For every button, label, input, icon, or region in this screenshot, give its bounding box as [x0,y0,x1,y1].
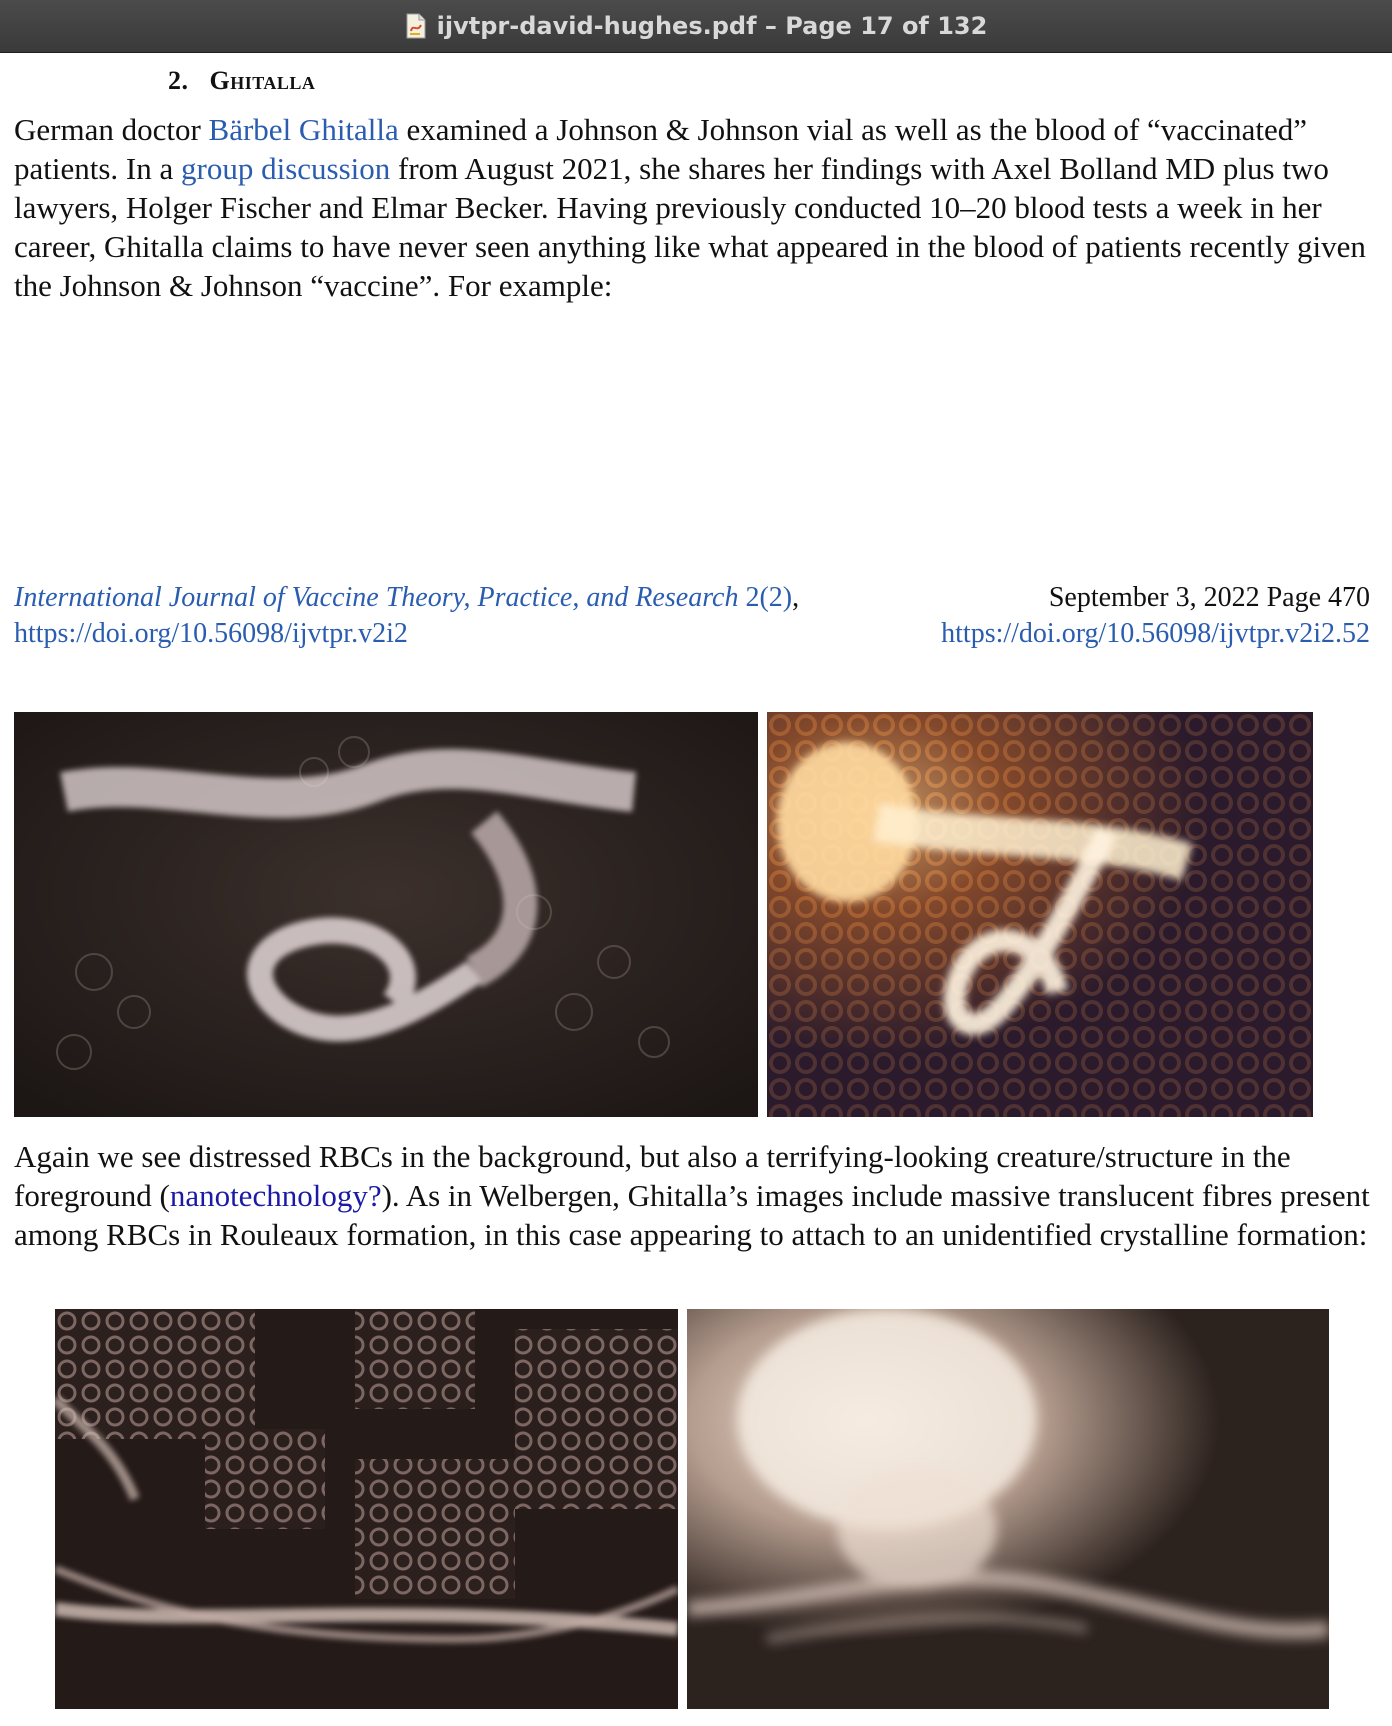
section-number: 2. [168,66,189,95]
link-barbel-ghitalla[interactable]: Bärbel Ghitalla [208,112,399,147]
paragraph-description [14,1137,1380,1254]
comma: , [792,582,800,613]
pdf-document-icon [405,13,427,39]
doi-link-issue[interactable]: https://doi.org/10.56098/ijvtpr.v2i2 [14,618,408,649]
link-group-discussion[interactable]: group discussion [181,151,391,186]
doi-link-article[interactable]: https://doi.org/10.56098/ijvtpr.v2i2.52 [941,618,1370,649]
window-title-bar[interactable] [0,0,1392,53]
link-nanotechnology[interactable]: nanotechnology? [169,1178,382,1213]
section-heading [168,66,315,96]
microscopy-image-coiled-fibre [14,712,758,1117]
journal-volume[interactable]: 2(2) [738,582,793,613]
text-span: Again we see distressed RBCs in the background, but also a terrifying-looking creature/structure in the foreground ( [14,1139,1291,1213]
microscopy-image-orange-structure [767,712,1313,1117]
microscopy-image-rouleaux-fibres [55,1309,678,1709]
text-span: from August 2021, she shares her findings with Axel Bolland MD plus two lawyers, Holger Fischer and Elmar Becker. Having previously conducted 10–20 blood tests a week in her career, Ghitalla claims to have never seen anything like what appeared in the blood of patients recently given the Johnson & Johnson “vaccine”. For example: [14,151,1366,303]
date-page: September 3, 2022 Page 470 [1048,582,1370,613]
paragraph-intro [14,110,1380,305]
text-span: examined a Johnson & Johnson vial as well as the blood of “vaccinated” patients. In a [14,112,1308,186]
journal-name[interactable]: International Journal of Vaccine Theory, Practice, and Research [14,582,739,613]
text-span: German doctor [14,112,209,147]
footer-date-page [941,580,1370,652]
section-title: Ghitalla [209,66,316,95]
window-title: ijvtpr-david-hughes.pdf – Page 17 of 132 [436,12,988,40]
footer-journal-citation [14,580,799,652]
text-span: ). As in Welbergen, Ghitalla’s images include massive translucent fibres present among RBCs in Rouleaux formation, in this case appearing to attach to an unidentified crystalline formation: [14,1178,1370,1252]
microscopy-image-crystalline-formation [687,1309,1329,1709]
